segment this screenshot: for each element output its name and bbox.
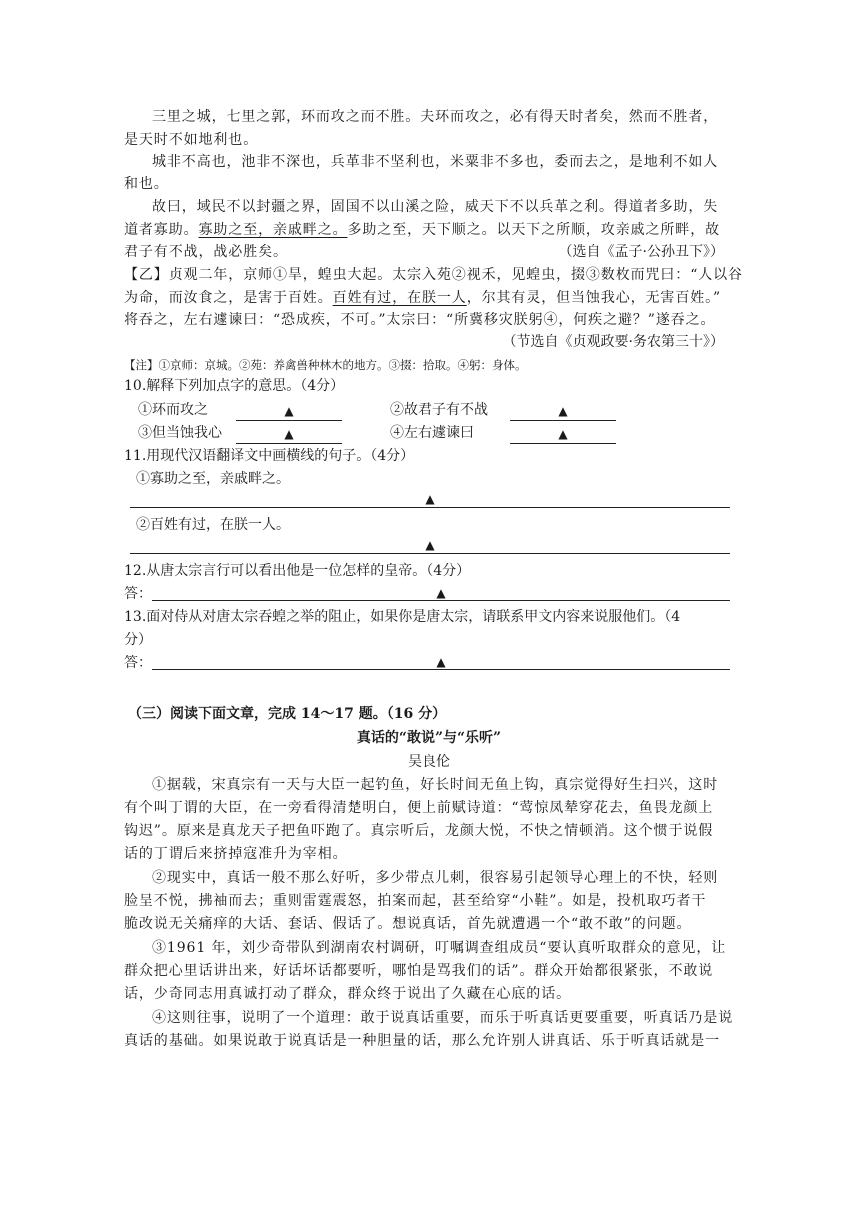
section3-heading: （三）阅读下面文章，完成 14～17 题。（16 分） <box>128 706 447 722</box>
q10-item-4: ④左右遽谏曰 ▲ <box>390 422 616 444</box>
q11-answer-2-line[interactable] <box>130 553 730 554</box>
jia-p1b: 是天时不如地利也。 <box>124 132 259 148</box>
q11-answer-1-mark[interactable]: ▲ <box>425 492 435 506</box>
para3c: 话，少奇同志用真诚打动了群众，群众终于说出了久藏在心底的话。 <box>124 986 571 1002</box>
q12-answer-label: 答： <box>124 586 152 602</box>
q13-title-a: 13.面对侍从对唐太宗吞蝗之举的阻止，如果你是唐太宗，请联系甲文内容来说服他们。（4 <box>124 609 681 625</box>
q12-answer-line[interactable] <box>152 600 730 601</box>
para2c: 脆改说无关痛痒的大话、套话、假话了。想说真话，首先就遭遇一个“敢不敢”的问题。 <box>124 916 692 932</box>
yi-underlined-sentence: 百姓有过，在朕一人 <box>332 290 467 306</box>
q11-item-2: ②百姓有过，在朕一人。 <box>136 517 290 533</box>
jia-p2a: 城非不高也，池非不深也，兵革非不坚利也，米粟非不多也，委而去之，是地利不如人 <box>152 154 719 170</box>
q11-item-1: ①寡助之至，亲戚畔之。 <box>136 471 290 487</box>
yi-note: 【注】①京师：京城。②苑：养禽兽种林木的地方。③掇：拾取。④躬：身体。 <box>124 358 527 372</box>
q12-title: 12.从唐太宗言行可以看出他是一位怎样的皇帝。（4分） <box>124 563 471 579</box>
jia-p3c: 君子有不战，战必胜矣。 <box>124 244 288 260</box>
jia-p1a: 三里之城，七里之郭，环而攻之而不胜。夫环而攻之，必有得天时者矣，然而不胜者， <box>152 109 719 125</box>
q13-title-b: 分） <box>124 632 152 648</box>
yi-l2 <box>124 287 734 309</box>
para3a: ③1961 年，刘少奇带队到湖南农村调研，叮嘱调查组成员“要认真听取群众的意见，让 <box>152 940 727 956</box>
q11-answer-2-mark[interactable]: ▲ <box>425 538 435 552</box>
yi-l2-post: ，尔其有灵，但当蚀我心，无害百姓。” <box>466 290 722 306</box>
q10-answer-1[interactable]: ▲ <box>236 404 342 421</box>
article-author: 吴良伦 <box>408 754 450 770</box>
q11-title: 11.用现代汉语翻译文中画横线的句子。（4分） <box>124 448 415 464</box>
jia-p3b <box>124 219 734 241</box>
q10-answer-4[interactable]: ▲ <box>510 427 616 444</box>
jia-p3b-pre: 道者寡助。 <box>124 222 199 238</box>
q10-item-1: ①环而攻之 ▲ <box>138 399 342 421</box>
yi-l3: 将吞之，左右遽谏曰：“恐成疾，不可。”太宗曰：“所冀移灾朕躬④，何疾之避？”遂吞之。 <box>124 312 716 328</box>
para4b: 真话的基础。如果说敢于说真话是一种胆量的话，那么允许别人讲真话、乐于听真话就是一 <box>124 1033 720 1049</box>
jia-p3a: 故曰，域民不以封疆之界，固国不以山溪之险，威天下不以兵革之利。得道者多助，失 <box>152 199 719 215</box>
q12-answer-mark[interactable]: ▲ <box>436 586 446 600</box>
yi-source: （节选自《贞观政要·务农第三十》） <box>502 334 724 350</box>
q10-item-2: ②故君子有不战 ▲ <box>390 399 616 421</box>
para1a: ①据载，宋真宗有一天与大臣一起钓鱼，好长时间无鱼上钩，真宗觉得好生扫兴，这时 <box>152 777 719 793</box>
q10-answer-2[interactable]: ▲ <box>510 404 616 421</box>
q10-title: 10.解释下列加点字的意思。（4分） <box>124 378 345 394</box>
para1d: 话的丁谓后来挤掉寇准升为宰相。 <box>124 846 348 862</box>
para2a: ②现实中，真话一般不那么好听，多少带点儿刺，很容易引起领导心理上的不快，轻则 <box>152 870 719 886</box>
q10-answer-3[interactable]: ▲ <box>236 427 342 444</box>
para2b: 脸呈不悦，拂袖而去；重则雷霆震怒，拍案而起，甚至给穿“小鞋”。如是，投机取巧者干 <box>124 893 707 909</box>
para1b: 有个叫丁谓的大臣，在一旁看得清楚明白，便上前赋诗道：“莺惊凤辇穿花去，鱼畏龙颜上 <box>124 800 714 816</box>
yi-l1: 【乙】贞观二年，京师①旱，蝗虫大起。太宗入苑②视禾，见蝗虫，掇③数枚而咒曰：“人以谷 <box>124 267 743 283</box>
jia-source: （选自《孟子·公孙丑下》） <box>558 244 724 260</box>
q10-item-3: ③但当蚀我心 ▲ <box>138 422 342 444</box>
jia-p2b: 和也。 <box>124 176 169 192</box>
q11-answer-1-line[interactable] <box>130 507 730 508</box>
para3b: 群众把心里话讲出来，好话坏话都要听，哪怕是骂我们的话”。群众开始都很紧张，不敢说 <box>124 963 714 979</box>
yi-l2-pre: 为命，而汝食之，是害于百姓。 <box>124 290 333 306</box>
jia-p3b-post: 多助之至，天下顺之。以天下之所顺，攻亲戚之所畔，故 <box>347 222 720 238</box>
q13-answer-label: 答： <box>124 655 152 671</box>
jia-underlined-sentence: 寡助之至，亲戚畔之。 <box>198 222 348 238</box>
q13-answer-line[interactable] <box>152 669 730 670</box>
para4a: ④这则往事，说明了一个道理：敢于说真话重要，而乐于听真话更要重要，听真话乃是说 <box>152 1010 734 1026</box>
q13-answer-mark[interactable]: ▲ <box>436 655 446 669</box>
article-title: 真话的“敢说”与“乐听” <box>356 730 502 746</box>
para1c: 钩迟”。原来是真龙天子把鱼吓跑了。真宗听后，龙颜大悦，不快之情顿消。这个惯于说假 <box>124 823 714 839</box>
